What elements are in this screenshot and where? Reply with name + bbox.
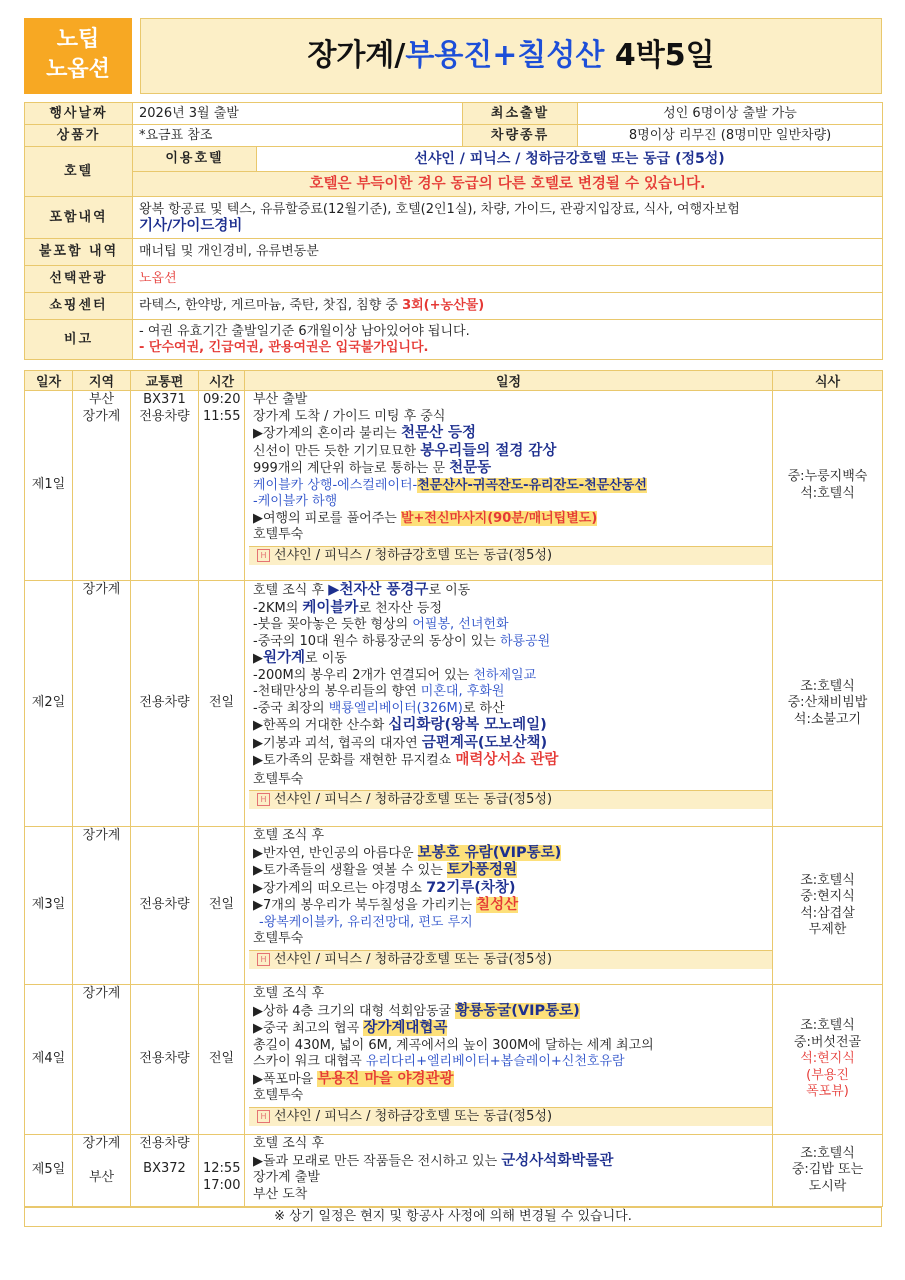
meal-cell (773, 1135, 883, 1207)
transport-cell (131, 1135, 199, 1207)
transport-cell: 전용차량 (131, 985, 199, 1135)
time-cell: 전일 (199, 581, 245, 827)
itinerary-line (253, 897, 768, 915)
vehicle-label: 차량종류 (463, 125, 578, 147)
line-highlight: 유리다리+엘리베이터+봅슬레이+신천호유람 (365, 1054, 625, 1069)
region-cell: 장가계 (73, 827, 131, 985)
hotel-icon: H (257, 1110, 270, 1123)
itinerary-line (253, 1003, 768, 1021)
line-highlight: 어필봉, 선녀헌화 (412, 617, 509, 632)
region-cell (73, 1135, 131, 1207)
day-row-5 (25, 1135, 883, 1207)
info-table (24, 102, 883, 360)
itinerary-cell (245, 1135, 773, 1207)
line-text: 로 이동 (305, 651, 347, 666)
line-text: ▶한폭의 거대한 산수화 (253, 718, 389, 733)
line-text: -200M의 봉우리 2개가 연결되어 있는 (253, 667, 474, 683)
line-text: 로 천자산 등정 (358, 600, 443, 616)
itinerary-cell (245, 581, 773, 827)
meal-line: 석:호텔식 (800, 485, 855, 501)
line-text: ▶중국 최고의 협곡 (253, 1021, 364, 1036)
region-cell (73, 391, 131, 581)
header-itinerary: 일정 (245, 371, 773, 391)
meal-line: 석:현지식 (800, 1051, 855, 1067)
day-row-3 (25, 827, 883, 985)
header-time: 시간 (199, 371, 245, 391)
meal-line: 석:소불고기 (793, 711, 862, 727)
line-text: ▶여행의 피로를 풀어주는 (253, 510, 401, 526)
line-highlight: 발+전신마사지(90분/매너팁별도) (400, 510, 598, 526)
line-text: ▶돌과 모래로 만든 작품들은 전시하고 있는 (253, 1153, 502, 1169)
itinerary-line: -왕복케이블카, 유리전망대, 편도 루지 (259, 914, 473, 930)
itinerary-line: 총길이 430M, 넓이 6M, 계곡에서의 높이 300M에 달하는 세계 최고의 (253, 1037, 654, 1053)
line-text: 로 이동 (428, 583, 471, 598)
transport-cell: 전용차량 (131, 581, 199, 827)
line-highlight: 천문산 등정 (400, 425, 477, 441)
day-label: 제2일 (25, 581, 73, 827)
itinerary-line: 호텔 조식 후 (253, 1136, 325, 1151)
line-text: 999개의 계단위 하늘로 통하는 문 (253, 461, 450, 476)
day-label: 제1일 (25, 391, 73, 581)
line-highlight: 72기루(차창) (426, 879, 516, 896)
transport-line: 전용차량 (139, 1136, 190, 1151)
transport-line: BX372 (143, 1160, 186, 1176)
itinerary-line (253, 425, 768, 443)
time-cell (199, 1135, 245, 1207)
note-cell (133, 320, 883, 360)
logo-line1: 노팁 (56, 27, 100, 52)
shop-value: 라텍스, 한약방, 게르마늄, 죽탄, 찻집, 침향 중 (139, 298, 403, 313)
date-value: 2026년 3월 출발 (133, 103, 463, 125)
itinerary-line: 장가계 도착 / 가이드 미팅 후 중식 (253, 408, 446, 424)
shop-value2: 3회(+농산물) (402, 298, 485, 313)
itinerary-line (253, 634, 768, 651)
exclude-value: 매너팁 및 개인경비, 유류변동분 (133, 239, 883, 266)
itinerary-line: 부산 출발 (253, 392, 308, 407)
line-text: ▶토가족의 문화를 재현한 뮤지컬쇼 (253, 753, 456, 768)
line-text: -2KM의 (253, 600, 303, 616)
transport-line: BX371 (143, 392, 186, 407)
line-text: ▶반자연, 반인공의 아름다운 (253, 845, 418, 861)
itinerary-line (253, 1153, 768, 1171)
itinerary-line (253, 511, 768, 528)
itinerary-line (253, 1054, 768, 1071)
meal-line: 조:호텔식 (800, 1145, 855, 1161)
line-text: -천태만상의 봉우리들의 향연 (253, 684, 421, 699)
transport-cell: 전용차량 (131, 827, 199, 985)
include-label: 포함내역 (25, 197, 133, 239)
day-row-4 (25, 985, 883, 1135)
include-value2: 기사/가이드경비 (139, 217, 243, 234)
meal-line: 석:삼겹살 (800, 905, 855, 921)
itinerary-cell (245, 827, 773, 985)
itinerary-line (253, 460, 768, 478)
itinerary-line (253, 443, 768, 461)
day-label: 제4일 (25, 985, 73, 1135)
itinerary-cell (245, 391, 773, 581)
meal-line: 조:호텔식 (800, 1018, 855, 1034)
itinerary-line (253, 617, 768, 634)
meal-cell (773, 391, 883, 581)
schedule-table (24, 370, 883, 1207)
time-line: 11:55 (203, 408, 241, 424)
itinerary-line (253, 668, 768, 685)
line-highlight: 금편계곡(도보산책) (421, 734, 548, 751)
transport-cell (131, 391, 199, 581)
logo-line2: 노옵션 (46, 57, 110, 82)
time-cell: 전일 (199, 985, 245, 1135)
line-text: -붓을 꽂아놓은 듯한 형상의 (253, 617, 413, 632)
line-highlight: 케이블카 (302, 599, 359, 616)
line-highlight: 부용진 마을 야경관광 (317, 1070, 454, 1087)
itinerary-line (253, 752, 768, 770)
shop-label: 쇼핑센터 (25, 293, 133, 320)
line-highlight: 장가계대협곡 (363, 1020, 448, 1036)
itinerary-line: 부산 도착 (253, 1186, 308, 1202)
header-meal: 식사 (773, 371, 883, 391)
note-line1: - 여권 유효기간 출발일기준 6개월이상 남아있어야 됩니다. (139, 323, 470, 339)
itinerary-line (253, 845, 768, 863)
meal-line: 조:호텔식 (800, 872, 855, 888)
itinerary-line (253, 1020, 768, 1038)
note-line2: - 단수여권, 긴급여권, 관용여권은 입국불가입니다. (139, 339, 429, 355)
region-line: 장가계 (82, 1136, 121, 1151)
region-line: 부산 (88, 392, 115, 407)
meal-line: 중:산채비빔밥 (787, 695, 868, 711)
page-title (140, 18, 882, 94)
line-text: ▶상하 4층 크기의 대형 석회암동굴 (253, 1003, 456, 1019)
line-text: ▶7개의 봉우리가 북두칠성을 가리키는 (253, 898, 477, 913)
include-value: 왕복 항공료 및 텍스, 유류할증료(12월기준), 호텔(2인1실), 차량, 가이드, 관광지입장료, 식사, 여행자보험 (139, 201, 740, 217)
line-highlight: 칠성산 (476, 897, 519, 913)
option-label: 선택관광 (25, 266, 133, 293)
meal-line: 조:호텔식 (800, 678, 855, 694)
title-part3: 4박5일 (604, 38, 715, 73)
line-highlight: 십리화랑(왕복 모노레일) (388, 717, 547, 733)
hotel-line-text: 선샤인 / 피닉스 / 청하금강호텔 또는 동급(정5성) (274, 547, 553, 563)
price-label: 상품가 (25, 125, 133, 147)
line-highlight: 토가풍정원 (446, 862, 517, 878)
meal-line: 중:누룽지백숙 (787, 469, 868, 484)
title-part1: 장가계/ (307, 38, 406, 73)
region-cell: 장가계 (73, 985, 131, 1135)
itinerary-line (253, 735, 768, 753)
time-line: 09:20 (203, 392, 241, 407)
day-label: 제3일 (25, 827, 73, 985)
meal-line: 도시락 (808, 1178, 847, 1194)
line-text: -중국 최장의 (253, 700, 329, 716)
meal-cell (773, 827, 883, 985)
hotel-icon: H (257, 549, 270, 562)
line-text: ▶토가족들의 생활을 엿볼 수 있는 (253, 863, 447, 878)
header-region: 지역 (73, 371, 131, 391)
line-highlight: 군성사석화박물관 (501, 1152, 614, 1169)
transport-line: 전용차량 (139, 408, 190, 424)
date-label: 행사날짜 (25, 103, 133, 125)
line-text: ▶기봉과 괴석, 협곡의 대자연 (253, 735, 422, 751)
itinerary-line (253, 1071, 768, 1089)
hotel-line-text: 선샤인 / 피닉스 / 청하금강호텔 또는 동급(정5성) (274, 1108, 553, 1124)
time-cell (199, 391, 245, 581)
title-part2: 부용진+칠성산 (405, 38, 605, 73)
include-cell (133, 197, 883, 239)
itinerary-line: 호텔 조식 후 (253, 986, 325, 1001)
note-label: 비고 (25, 320, 133, 360)
itinerary-line: 호텔투숙 (253, 931, 304, 946)
time-line: 17:00 (203, 1177, 241, 1193)
line-text: 로 하산 (462, 700, 505, 716)
min-label: 최소출발 (463, 103, 578, 125)
line-text: ▶ (253, 651, 263, 666)
price-value: *요금표 참조 (133, 125, 463, 147)
time-cell: 전일 (199, 827, 245, 985)
itinerary-cell (245, 985, 773, 1135)
hotel-line (249, 1107, 772, 1126)
line-text: ▶장가계의 혼이라 불리는 (253, 426, 401, 441)
exclude-label: 불포함 내역 (25, 239, 133, 266)
hotel-line-text: 선샤인 / 피닉스 / 청하금강호텔 또는 동급(정5성) (274, 792, 553, 807)
footer-note: ※ 상기 일정은 현지 및 항공사 사정에 의해 변경될 수 있습니다. (24, 1207, 882, 1227)
day-label: 제5일 (25, 1135, 73, 1207)
itinerary-line (253, 582, 768, 600)
hotel-line (249, 546, 772, 565)
line-highlight: 매력상서쇼 관람 (455, 752, 559, 768)
line-text: 케이블카 상행-에스컬레이터- (253, 477, 418, 493)
itinerary-line (253, 478, 768, 495)
min-value: 성인 6명이상 출발 가능 (578, 103, 883, 125)
itinerary-line: 장가계 출발 (253, 1170, 320, 1185)
time-line: 12:55 (203, 1161, 241, 1176)
line-highlight: 황룡동굴(VIP통로) (455, 1002, 580, 1019)
hotel-icon: H (257, 793, 270, 806)
logo-badge (24, 18, 132, 94)
line-text: ▶폭포마을 (253, 1071, 318, 1087)
line-highlight: 천문동 (449, 460, 492, 476)
line-highlight: 백룡엘리베이터(326M) (328, 700, 463, 716)
itinerary-line (253, 600, 768, 618)
region-line: 부산 (88, 1169, 115, 1185)
region-line: 장가계 (82, 408, 121, 424)
hotel-line-text: 선샤인 / 피닉스 / 청하금강호텔 또는 동급(정5성) (274, 951, 553, 967)
line-text: 신선이 만든 듯한 기기묘묘한 (253, 443, 421, 459)
line-highlight: 천하제일교 (473, 667, 537, 683)
line-text: ▶장가계의 떠오르는 야경명소 (253, 880, 427, 896)
hotel-value: 선샤인 / 피닉스 / 청하금강호텔 또는 동급 (정5성) (257, 147, 883, 172)
meal-line: (부용진 (806, 1067, 849, 1083)
itinerary-line (253, 717, 768, 735)
line-highlight: ▶천자산 풍경구 (328, 582, 429, 598)
meal-line: 폭포뷰) (806, 1084, 849, 1100)
meal-cell (773, 985, 883, 1135)
meal-line: 중:버섯전골 (793, 1034, 862, 1050)
itinerary-line (253, 701, 768, 718)
line-highlight: 보봉호 유람(VIP통로) (417, 844, 562, 861)
itinerary-line: 호텔투숙 (253, 1088, 304, 1103)
day-row-2 (25, 581, 883, 827)
itinerary-line (253, 650, 768, 668)
line-highlight: 봉우리들의 절경 감상 (420, 442, 557, 459)
vehicle-value: 8명이상 리무진 (8명미만 일반차량) (578, 125, 883, 147)
itinerary-line: -케이블카 하행 (253, 494, 338, 509)
header-day: 일자 (25, 371, 73, 391)
itinerary-line: 호텔투숙 (253, 771, 304, 787)
option-value: 노옵션 (133, 266, 883, 293)
header-transport: 교통편 (131, 371, 199, 391)
line-highlight: 미혼대, 후화원 (420, 684, 505, 699)
meal-line: 중:현지식 (800, 889, 855, 904)
itinerary-line: 호텔 조식 후 (253, 828, 325, 843)
hotel-label: 호텔 (25, 147, 133, 197)
hotel-sub-label: 이용호텔 (133, 147, 257, 172)
meal-line: 무제한 (808, 922, 847, 937)
line-highlight: 천문산사-귀곡잔도-유리잔도-천문산동선 (417, 477, 647, 493)
line-text: -중국의 10대 원수 하룡장군의 동상이 있는 (253, 633, 500, 649)
line-highlight: 하룡공원 (499, 633, 551, 649)
day-row-1 (25, 391, 883, 581)
itinerary-line (253, 880, 768, 898)
itinerary-line (253, 862, 768, 880)
hotel-icon: H (257, 953, 270, 966)
line-text: 스카이 워크 대협곡 (253, 1054, 366, 1069)
shop-cell (133, 293, 883, 320)
hotel-line (249, 950, 772, 969)
meal-line: 중:김밥 또는 (791, 1162, 864, 1178)
region-cell: 장가계 (73, 581, 131, 827)
meal-cell (773, 581, 883, 827)
line-highlight: 원가계 (263, 650, 306, 666)
itinerary-line: 호텔투숙 (253, 527, 304, 542)
hotel-line (249, 790, 772, 809)
hotel-note: 호텔은 부득이한 경우 동급의 다른 호텔로 변경될 수 있습니다. (133, 172, 883, 197)
line-text: 호텔 조식 후 (253, 583, 329, 598)
itinerary-line (253, 684, 768, 701)
